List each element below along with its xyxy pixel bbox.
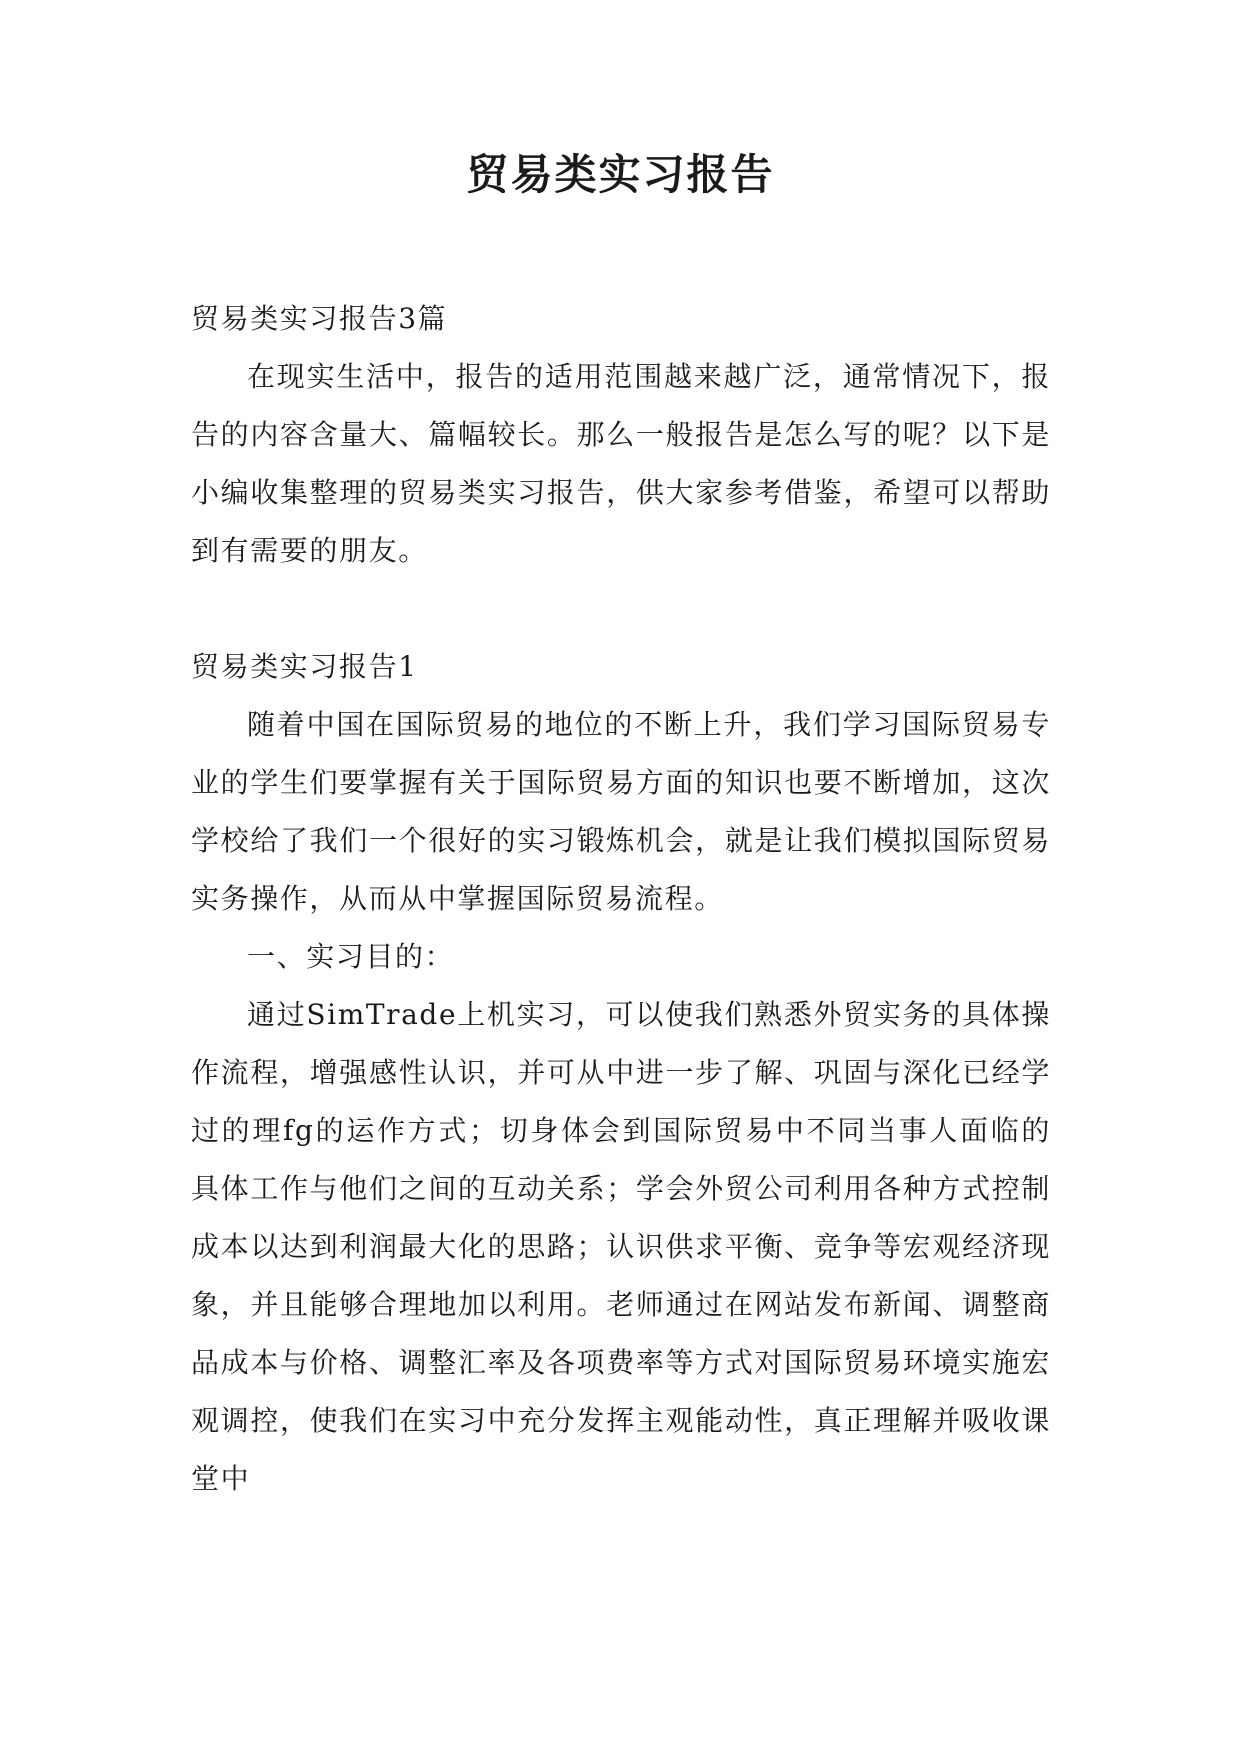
paragraph-spacer [191, 580, 1051, 638]
document-subtitle: 贸易类实习报告3篇 [191, 302, 448, 335]
section-paragraph: 通过SimTrade上机实习，可以使我们熟悉外贸实务的具体操作流程，增强感性认识，并可从中进一步了解、巩固与深化已经学过的理fg的运作方式；切身体会到国际贸易中不同当事人面临的具体工作与他们之间的互动关系；学会外贸公司利用各种方式控制成本以达到利润最大化的思路；认识供求平衡、竞争等宏观经济现象，并且能够合理地加以利用。老师通过在网站发布新闻、调整商品成本与价格、调整汇率及各项费率等方式对国际贸易环境实施宏观调控，使我们在实习中充分发挥主观能动性，真正理解并吸收课堂中 [191, 998, 1051, 1495]
document-title: 贸易类实习报告 [466, 150, 775, 199]
section-item-heading: 一、实习目的： [247, 940, 455, 973]
intro-paragraph: 在现实生活中，报告的适用范围越来越广泛，通常情况下，报告的内容含量大、篇幅较长。那么一般报告是怎么写的呢？以下是小编收集整理的贸易类实习报告，供大家参考借鉴，希望可以帮助到有需要的朋友。 [191, 360, 1051, 567]
section-heading: 贸易类实习报告1 [191, 650, 418, 683]
section-paragraph: 随着中国在国际贸易的地位的不断上升，我们学习国际贸易专业的学生们要掌握有关于国际贸易方面的知识也要不断增加，这次学校给了我们一个很好的实习锻炼机会，就是让我们模拟国际贸易实务操作，从而从中掌握国际贸易流程。 [191, 708, 1051, 915]
document-body [191, 290, 1051, 1508]
